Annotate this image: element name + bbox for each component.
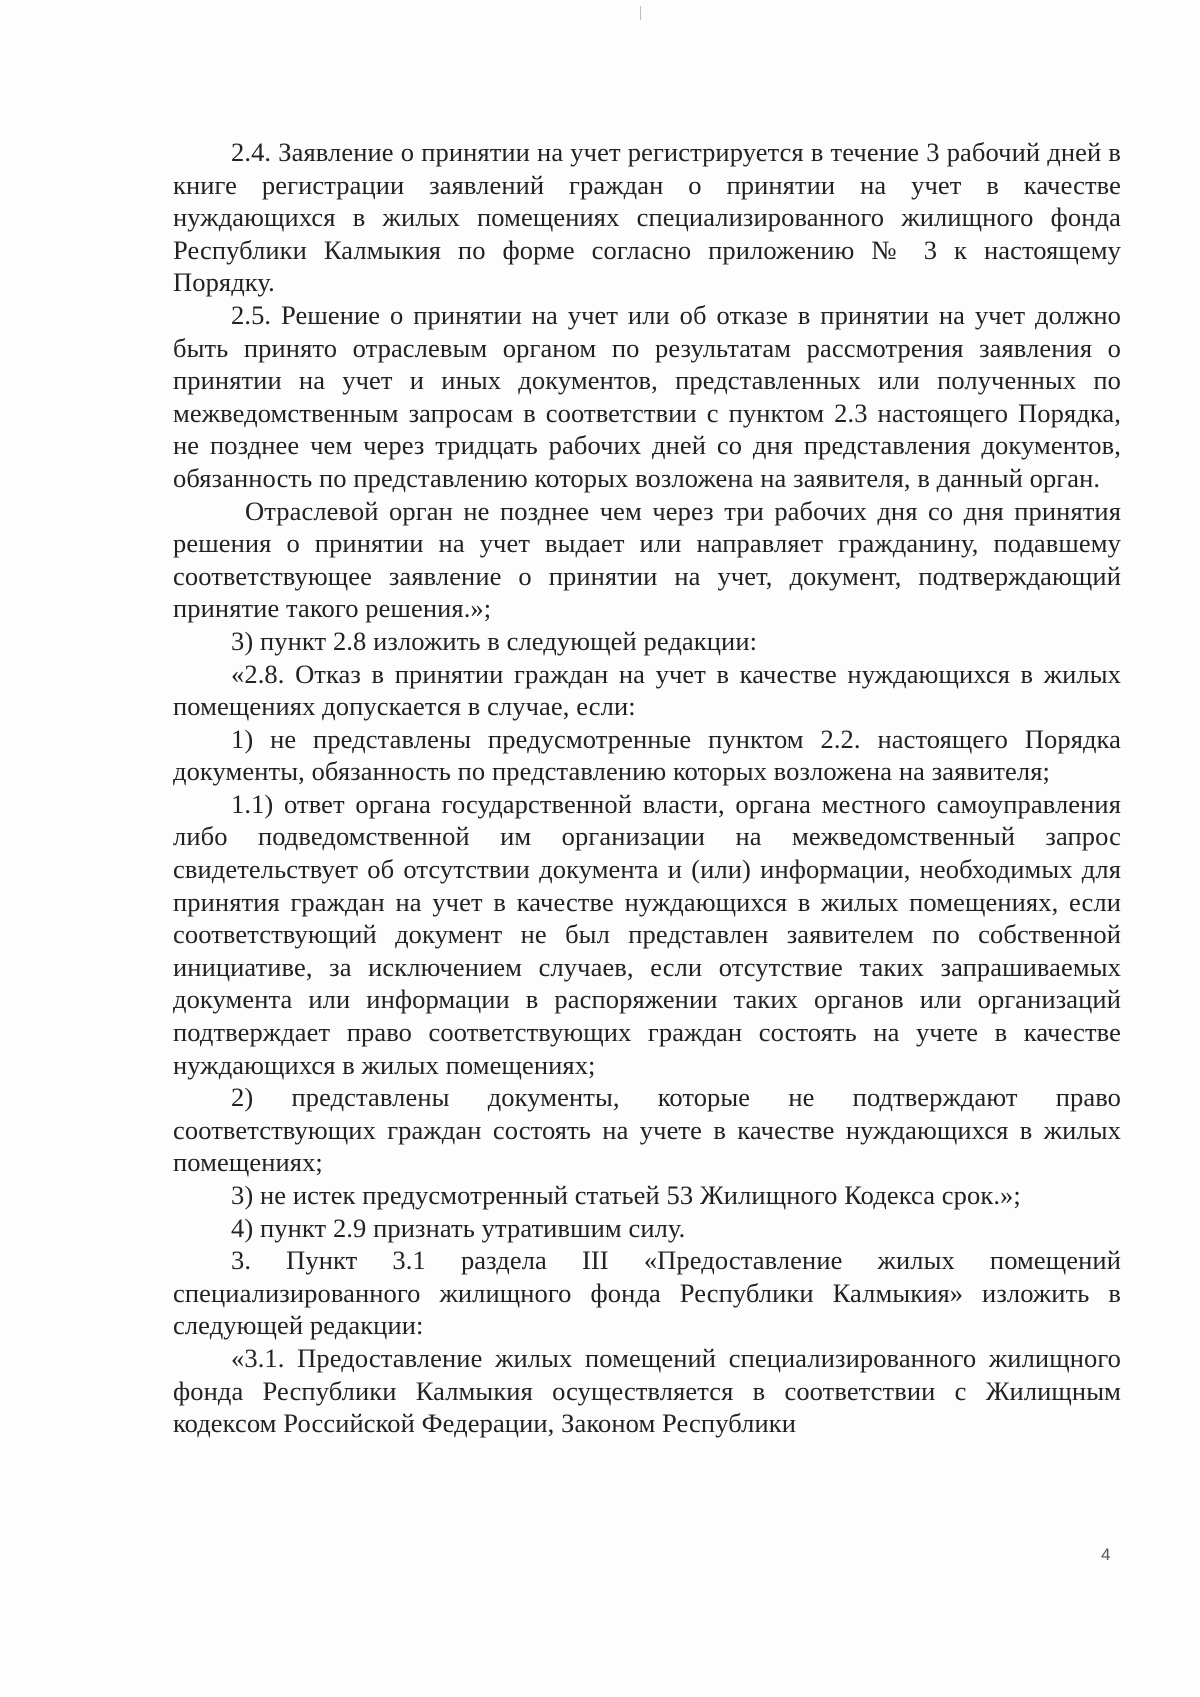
paragraph-subitem-1-1: 1.1) ответ органа государственной власти, органа местного самоуправления либо подведомственной им организации на межведомственный запрос свидетельствует об отсутствии документа и (или) информации, необходимых для принятия граждан на учет в качестве нуждающихся в жилых помещениях, если соответствующий документ не был представлен заявителем по собственной инициативе, за исключением случаев, если отсутствие таких запрашиваемых документа или информации в распоряжении таких органов или организаций подтверждает право соответствующих граждан состоять на учете в качестве нуждающихся в жилых помещениях; — [173, 788, 1121, 1080]
paragraph-section-3: 3. Пункт 3.1 раздела III «Предоставление жилых помещений специализированного жилищного фонда Республики Калмыкия» изложить в следующей редакции: — [173, 1245, 1121, 1341]
scan-mark — [640, 6, 641, 20]
paragraph-3-1: «3.1. Предоставление жилых помещений специализированного жилищного фонда Республики Калмыкия осуществляется в соответствии с Жилищным кодексом Российской Федерации, Законом Республики — [173, 1342, 1121, 1439]
document-body — [173, 136, 1121, 1440]
paragraph-item-4: 4) пункт 2.9 признать утратившим силу. — [231, 1212, 686, 1243]
paragraph-2-5: 2.5. Решение о принятии на учет или об отказе в принятии на учет должно быть принято отраслевым органом по результатам рассмотрения заявления о принятии на учет и иных документов, представленных или полученных по межведомственным запросам в соответствии с пунктом 2.3 настоящего Порядка, не позднее чем через тридцать рабочих дней со дня представления документов, обязанность по представлению которых возложена на заявителя, в данный орган. — [173, 299, 1121, 493]
paragraph-2-4: 2.4. Заявление о принятии на учет регистрируется в течение 3 рабочий дней в книге регистрации заявлений граждан о принятии на учет в качестве нуждающихся в жилых помещениях специализированного жилищного фонда Республики Калмыкия по форме согласно приложению № 3 к настоящему Порядку. — [173, 137, 1121, 298]
paragraph-subitem-3: 3) не истек предусмотренный статьей 53 Жилищного Кодекса срок.»; — [231, 1180, 1021, 1210]
page-number: 4 — [1101, 1545, 1111, 1564]
paragraph-subitem-1: 1) не представлены предусмотренные пунктом 2.2. настоящего Порядка документы, обязанность по представлению которых возложена на заявителя; — [173, 723, 1121, 787]
paragraph-subitem-2: 2) представлены документы, которые не подтверждают право соответствующих граждан состоять на учете в качестве нуждающихся в жилых помещениях; — [173, 1082, 1121, 1178]
paragraph-2-8: «2.8. Отказ в принятии граждан на учет в качестве нуждающихся в жилых помещениях допускается в случае, если: — [173, 658, 1121, 722]
paragraph-otraslevoy-organ: Отраслевой орган не позднее чем через три рабочих дня со дня принятия решения о принятии на учет выдает или направляет гражданину, подавшему соответствующее заявление о принятии на учет, документ, подтверждающий принятие такого решения.»; — [173, 495, 1121, 624]
paragraph-item-3: 3) пункт 2.8 изложить в следующей редакции: — [231, 625, 758, 656]
